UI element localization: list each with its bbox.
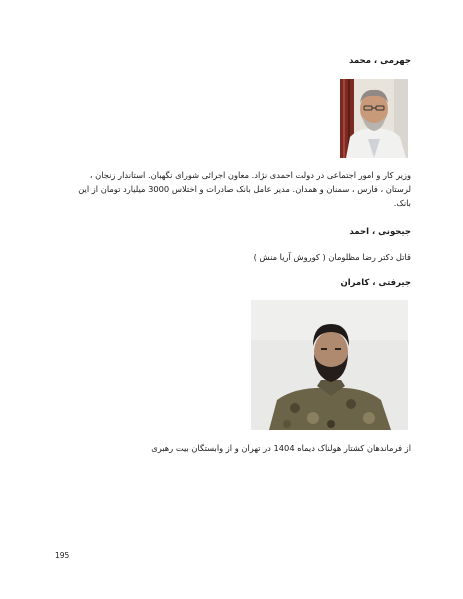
entry-text-jeyhouni bbox=[254, 250, 411, 264]
text-line: بانک. bbox=[393, 198, 411, 208]
text-line: وزیر کار و امور اجتماعی در دولت احمدی نژاد. معاون اجرائی شورای نگهبان. استاندار زنجان ، bbox=[89, 170, 411, 180]
photo-jahromi bbox=[340, 79, 408, 158]
entry-text-jahromi bbox=[78, 168, 411, 210]
entry-text-jiroft bbox=[151, 441, 411, 455]
page-number: 195 bbox=[55, 551, 70, 560]
text-line: لرستان ، فارس ، سمنان و همدان. مدیر عامل بانک صادرات و اختلاس 3000 میلیارد تومان از این bbox=[78, 184, 411, 194]
entry-name-jeyhouni: جیحونی ، احمد bbox=[349, 227, 411, 237]
photo-jiroft bbox=[251, 300, 408, 430]
entry-name-jahromi: جهرمی ، محمد bbox=[348, 56, 411, 66]
text-line: از فرماندهان کشتار هولناک دیماه 1404 در تهران و از وابستگان بیت رهبری bbox=[151, 443, 411, 453]
text-line: قاتل دکتر رضا مظلومان ( کوروش آریا منش ) bbox=[253, 252, 411, 262]
entry-name-jiroft: جیرفتی ، کامران bbox=[340, 278, 411, 288]
